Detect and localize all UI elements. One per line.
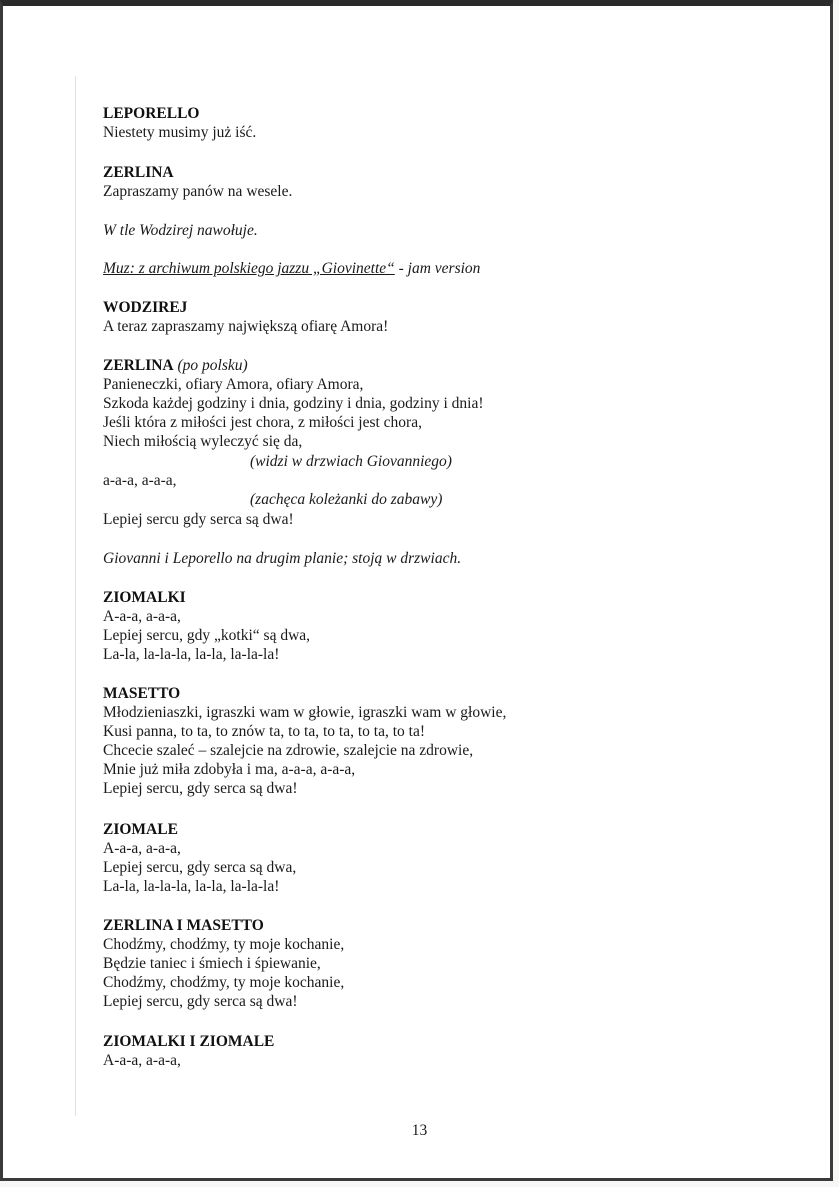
- character-name: ZERLINA: [103, 164, 174, 181]
- dialogue-line: Lepiej sercu, gdy serca są dwa,: [103, 859, 297, 876]
- dialogue-line: Mnie już miła zdobyła i ma, a-a-a, a-a-a,: [103, 761, 356, 778]
- dialogue-line: Chodźmy, chodźmy, ty moje kochanie,: [103, 974, 345, 991]
- dialogue-line: A-a-a, a-a-a,: [103, 1052, 181, 1069]
- character-name: WODZIREJ: [103, 299, 188, 316]
- inline-direction: (widzi w drzwiach Giovanniego): [250, 453, 452, 470]
- stage-direction: W tle Wodzirej nawołuje.: [103, 222, 258, 239]
- margin-line: [75, 76, 76, 1116]
- dialogue-line: Lepiej sercu, gdy „kotki“ są dwa,: [103, 627, 311, 644]
- music-source: Muz: z archiwum polskiego jazzu „Giovinette“: [103, 260, 395, 277]
- music-cue: [103, 259, 480, 278]
- dialogue-line: Będzie taniec i śmiech i śpiewanie,: [103, 955, 321, 972]
- dialogue-line: La-la, la-la-la, la-la, la-la-la!: [103, 646, 280, 663]
- dialogue-line: Lepiej sercu, gdy serca są dwa!: [103, 780, 298, 797]
- dialogue-line: Chcecie szaleć – szalejcie na zdrowie, szalejcie na zdrowie,: [103, 742, 474, 759]
- dialogue-line: Kusi panna, to ta, to znów ta, to ta, to ta, to ta, to ta!: [103, 723, 425, 740]
- dialogue-line: Młodzieniaszki, igraszki wam w głowie, igraszki wam w głowie,: [103, 704, 507, 721]
- dialogue-line: Lepiej sercu, gdy serca są dwa!: [103, 993, 298, 1010]
- dialogue-line: A teraz zapraszamy największą ofiarę Amora!: [103, 318, 389, 335]
- character-name: ZIOMALE: [103, 821, 178, 838]
- dialogue-line: Panieneczki, ofiary Amora, ofiary Amora,: [103, 376, 364, 393]
- dialogue-line: Niech miłością wyleczyć się da,: [103, 433, 303, 450]
- inline-direction: (zachęca koleżanki do zabawy): [250, 491, 443, 508]
- dialogue-line: Niestety musimy już iść.: [103, 124, 257, 141]
- character-name: ZIOMALKI I ZIOMALE: [103, 1033, 275, 1050]
- dialogue-line: Chodźmy, chodźmy, ty moje kochanie,: [103, 936, 345, 953]
- stage-direction: Giovanni i Leporello na drugim planie; stoją w drzwiach.: [103, 550, 462, 567]
- dialogue-line: Lepiej sercu gdy serca są dwa!: [103, 511, 294, 528]
- dialogue-line: Jeśli która z miłości jest chora, z miłości jest chora,: [103, 414, 422, 431]
- character-name-text: ZERLINA: [103, 357, 174, 374]
- dialogue-line: Zapraszamy panów na wesele.: [103, 183, 293, 200]
- dialogue-line: A-a-a, a-a-a,: [103, 840, 181, 857]
- performance-note: (po polsku): [173, 357, 248, 374]
- character-name: ZERLINA I MASETTO: [103, 917, 264, 934]
- character-name: LEPORELLO: [103, 105, 200, 122]
- dialogue-line: La-la, la-la-la, la-la, la-la-la!: [103, 878, 280, 895]
- dialogue-line: Szkoda każdej godziny i dnia, godziny i dnia, godziny i dnia!: [103, 395, 484, 412]
- character-name: [103, 356, 248, 375]
- dialogue-line: A-a-a, a-a-a,: [103, 608, 181, 625]
- character-name: MASETTO: [103, 685, 181, 702]
- music-version: - jam version: [394, 260, 481, 277]
- page-number: 13: [411, 1122, 428, 1139]
- character-name: ZIOMALKI: [103, 589, 186, 606]
- dialogue-line: a-a-a, a-a-a,: [103, 472, 177, 489]
